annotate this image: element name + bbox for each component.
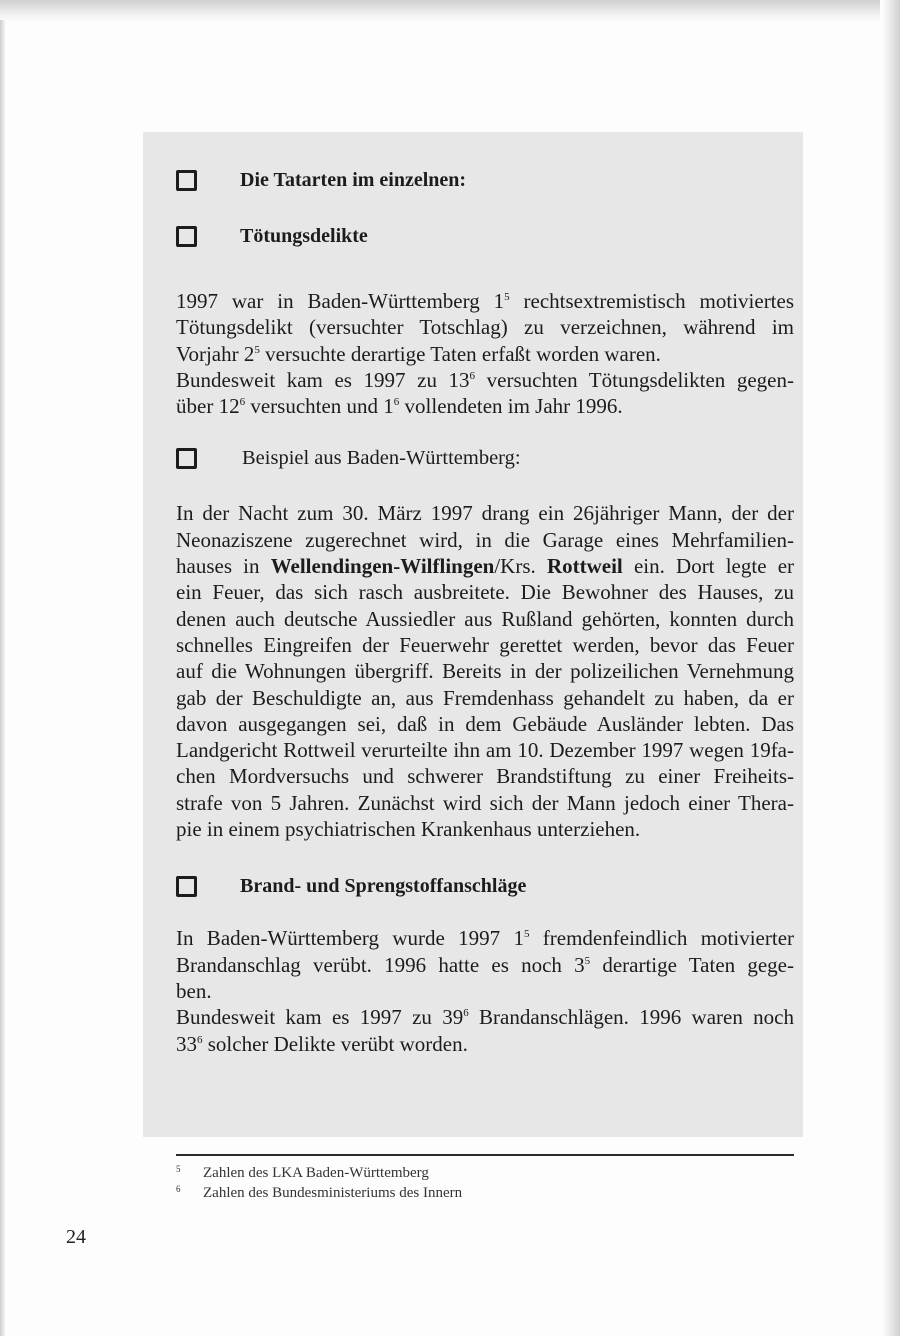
text-line: In Baden-Württemberg wurde 1997 $1^5$ fremdenfeindlich motivierter — [176, 926, 795, 951]
text-line: auf die Wohnungen übergriff. Bereits in der polizeilichen Vernehmung — [176, 659, 794, 684]
text-line: Bundesweit kam es 1997 zu $13^6$ versuchten Tötungsdelikten gegen- — [176, 367, 794, 392]
text-line: ein Feuer, das sich rasch ausbreitete. Die Bewohner des Hauses, zu — [176, 580, 794, 605]
footnote-divider — [176, 1154, 794, 1156]
text-line: schnelles Eingreifen der Feuerwehr gerettet werden, bevor das Feuer — [176, 632, 794, 657]
checkbox-square-icon — [176, 876, 197, 897]
text-line: $33^6$ solcher Delikte verübt worden. — [176, 1031, 468, 1056]
main-heading — [176, 165, 794, 195]
footnote-mark: 6 — [176, 1184, 181, 1194]
section-heading-brandanschlaege — [176, 871, 794, 901]
example-heading — [176, 443, 794, 473]
text-line: Neonaziszene zugerechnet wird, in die Garage eines Mehrfamilien- — [176, 527, 794, 552]
main-heading-text: Die Tatarten im einzelnen: — [240, 168, 467, 191]
text-line: gab der Beschuldigte an, aus Fremdenhass gehandelt zu haben, da er — [176, 685, 794, 710]
text-line: hauses in Wellendingen-Wilflingen/Krs. Rottweil ein. Dort legte er — [176, 554, 795, 579]
checkbox-square-icon — [176, 226, 197, 247]
footnote-item — [176, 1163, 462, 1183]
paragraph-toetungsdelikte — [176, 288, 794, 419]
text-line: pie in einem psychiatrischen Krankenhaus unterziehen. — [176, 817, 641, 842]
section-heading-toetungsdelikte — [176, 221, 794, 251]
text-line: strafe von 5 Jahren. Zunächst wird sich der Mann jedoch einer Thera- — [176, 790, 794, 815]
text-line: ben. — [176, 978, 212, 1003]
text-line: 1997 war in Baden-Württemberg $1^5$ rechtsextremistisch motiviertes — [176, 289, 795, 313]
main-content — [176, 165, 794, 1057]
footnote-text: Zahlen des Bundesministeriums des Innern — [203, 1185, 463, 1201]
paragraph-example — [176, 500, 794, 842]
scan-edge-left — [0, 20, 6, 1336]
checkbox-square-icon — [176, 170, 197, 191]
footnote-item — [176, 1183, 462, 1203]
text-line: davon ausgegangen sei, daß in dem Gebäude Ausländer lebten. Das — [176, 711, 794, 736]
text-line: In der Nacht zum 30. März 1997 drang ein 26jähriger Mann, der der — [176, 501, 794, 526]
footnote-mark: 5 — [176, 1164, 181, 1174]
text-line: Brandanschlag verübt. 1996 hatte es noch $3^5$ derartige Taten gege- — [176, 952, 794, 977]
text-line: Tötungsdelikt (versuchter Totschlag) zu verzeichnen, während im — [176, 315, 794, 340]
scan-edge-right — [882, 0, 900, 1336]
section-heading-text: Tötungsdelikte — [240, 224, 368, 247]
section-heading-text: Brand- und Sprengstoffanschläge — [240, 875, 527, 898]
example-heading-text: Beispiel aus Baden-Württemberg: — [242, 447, 521, 470]
text-line: chen Mordversuchs und schwerer Brandstiftung zu einer Freiheits- — [176, 764, 794, 789]
text-line: denen auch deutsche Aussiedler aus Rußland gehörten, konnten durch — [176, 606, 794, 631]
text-line: Landgericht Rottweil verurteilte ihn am 10. Dezember 1997 wegen 19fa- — [176, 738, 794, 763]
footnote-text: Zahlen des LKA Baden-Württemberg — [203, 1165, 429, 1181]
page-number: 24 — [66, 1226, 86, 1248]
scan-edge-top — [0, 0, 880, 22]
text-line: Bundesweit kam es 1997 zu $39^6$ Brandanschlägen. 1996 waren noch — [176, 1005, 795, 1030]
paragraph-brandanschlaege — [176, 925, 794, 1056]
checkbox-square-icon — [176, 448, 197, 469]
text-line: Vorjahr $2^5$ versuchte derartige Taten erfaßt worden waren. — [176, 341, 661, 366]
footnotes — [176, 1163, 462, 1203]
text-line: über $12^6$ versuchten und $1^6$ vollendeten im Jahr 1996. — [176, 394, 623, 419]
